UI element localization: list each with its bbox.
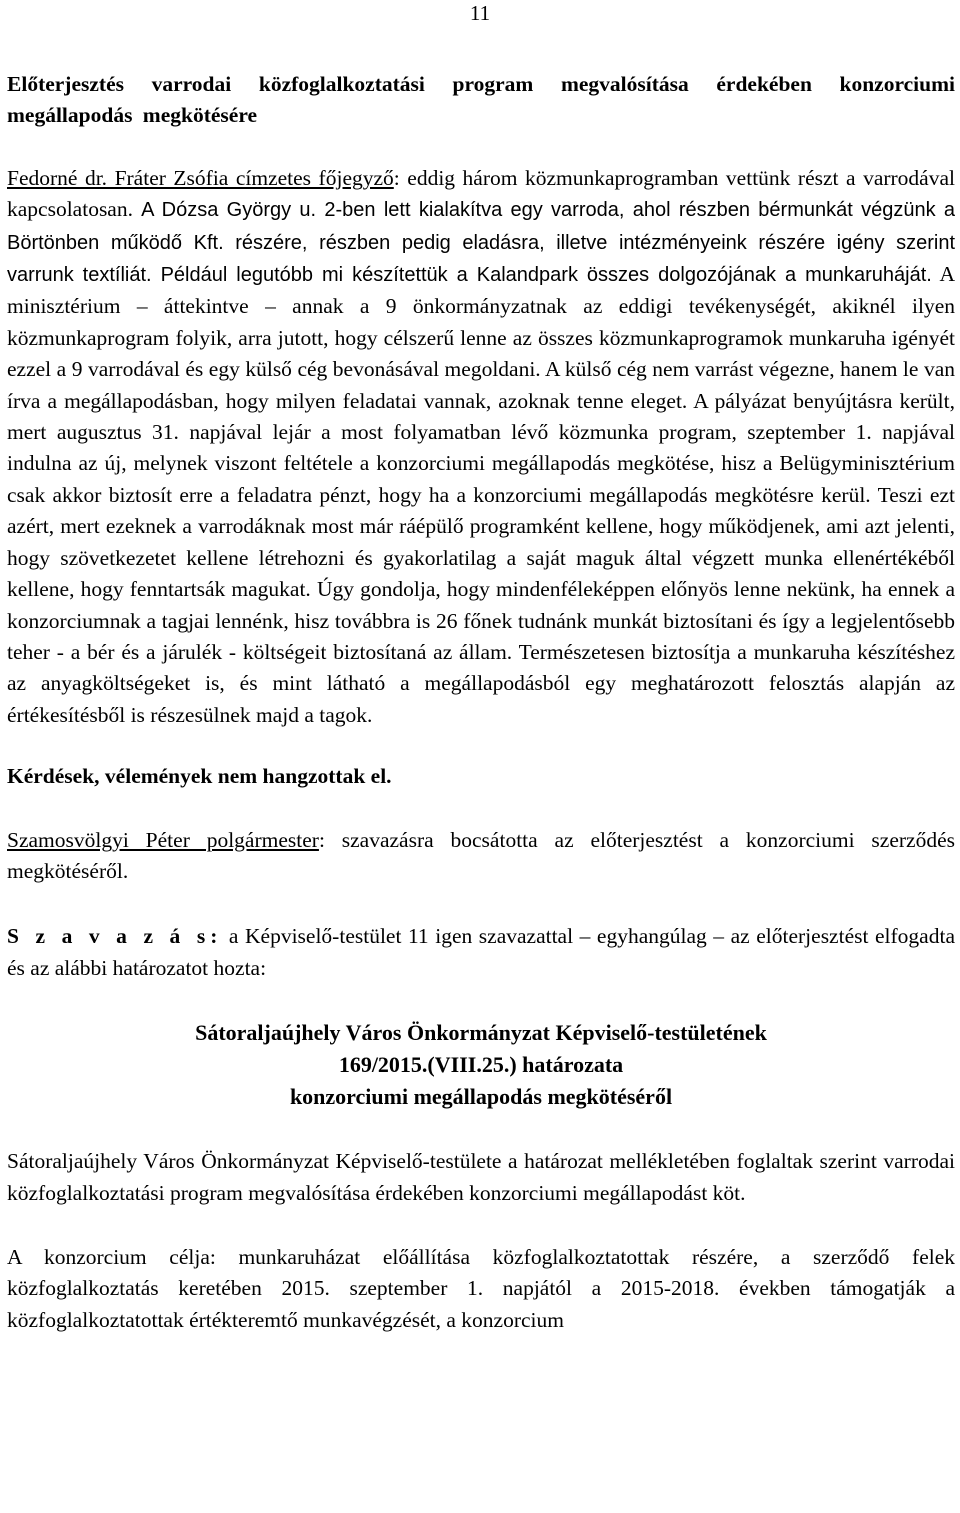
speech-text-1a: eddig három közmunkaprogramban vettünk részt a varrodával kapcsolatosan. (7, 165, 955, 222)
vote-paragraph (7, 921, 955, 984)
speech-text-2: szavazásra bocsátotta az előterjesztést a konzorciumi szerződés megkötéséről. (7, 827, 955, 883)
page-number: 11 (469, 1, 491, 25)
resolution-line-3: konzorciumi megállapodás megkötéséről (289, 1084, 673, 1110)
document-body (7, 69, 955, 1336)
speaker-colon-2: : (318, 827, 325, 852)
speaker-name-1: Fedorné dr. Fráter Zsófia címzetes főjegyző (7, 165, 394, 190)
vote-text: a Képviselő-testület 11 igen szavazattal – egyhangúlag – az előterjesztést elfogadta és az alábbi határozatot hozta: (7, 924, 955, 980)
speaker-colon-1: : (393, 165, 400, 190)
section-title: Előterjesztés varrodai közfoglalkoztatási program megvalósítása érdekében konzorciumi megállapodás megkötésére (7, 72, 955, 128)
speech-paragraph-2 (7, 825, 955, 888)
resolution-line-2: 169/2015.(VIII.25.) határozata (338, 1052, 624, 1078)
speech-text-1c: A minisztérium – áttekintve – annak a 9 önkormányzatnak az eddigi tevékenységét, akiknél ilyen közmunkaprogram folyik, arra jutott, hogy célszerű lenne az összes közmunkaprogramok munkaruha igényét ezzel a 9 varrodával és egy külső cég bevonásával megoldani. A külső cég nem varrást végezne, hanem le van írva a megállapodásban, hogy milyen feladatai vannak, azoknak tenne eleget. A pályázat benyújtásra került, mert augusztus 31. napjával lejár a most folyamatban lévő közmunka program, szeptember 1. napjával indulna az új, melynek viszont feltétele a konzorciumi megállapodás megkötése, hisz a Belügyminisztérium csak akkor biztosít erre a feladatra pénzt, hogy ha a konzorciumi megállapodás megkötésre kerül. Teszi ezt azért, mert ezeknek a varrodáknak most már ráépülő programként kellene, hogy működjenek, ami azt jelenti, hogy szövetkezetet kellene létrehozni és gyakorlatilag a saját maguk által végzett munka ellenértékéből kellene, hogy fenntartsák magukat. Úgy gondolja, hogy mindenféleképpen előnyös lenne nekünk, ha ennek a konzorciumnak a tagjai lennénk, hisz továbbra is 26 főnek tudnánk munkát biztosítani és így a legjelentősebb teher - a bér és a járulék - költségeit biztosítaná az állam. Természetesen biztosítja a munkaruha készítéshez az anyagköltségeket is, és mint látható a megállapodásból egy meghatározott felosztás alapján az értékesítésből is részesülnek majd a tagok. (7, 262, 956, 727)
resolution-text: Sátoraljaújhely Város Önkormányzat Képviselő-testülete a határozat mellékletében foglaltak szerint varrodai közfoglalkoztatási program megvalósítása érdekében konzorciumi megállapodást köt. (7, 1149, 955, 1205)
resolution-line-1: Sátoraljaújhely Város Önkormányzat Képviselő-testületének (195, 1020, 767, 1046)
resolution-heading (7, 1017, 955, 1113)
consortium-goal-text: A konzorcium célja: munkaruházat előállítása közfoglalkoztatottak részére, a szerződő felek közfoglalkoztatás keretében 2015. szeptember 1. napjától a 2015-2018. években támogatják a közfoglalkoztatottak értékteremtő munkavégzését, a konzorcium (7, 1244, 955, 1332)
speech-text-1b: A Dózsa György u. 2-ben lett kialakítva egy varroda, ahol részben bérmunkát végzünk a Börtönben működő Kft. részére, részben pedig eladásra, illetve intézményeink részére igény szerint varrunk textíliát. Például legutóbb mi készítettük a Kalandpark összes dolgozójának a munkaruháját. (7, 199, 955, 287)
vote-label: S z a v a z á s: (7, 924, 223, 949)
speech-paragraph-1 (7, 163, 955, 731)
no-questions-note: Kérdések, vélemények nem hangzottak el. (7, 764, 392, 789)
speaker-name-2: Szamosvölgyi Péter polgármester (7, 827, 319, 852)
